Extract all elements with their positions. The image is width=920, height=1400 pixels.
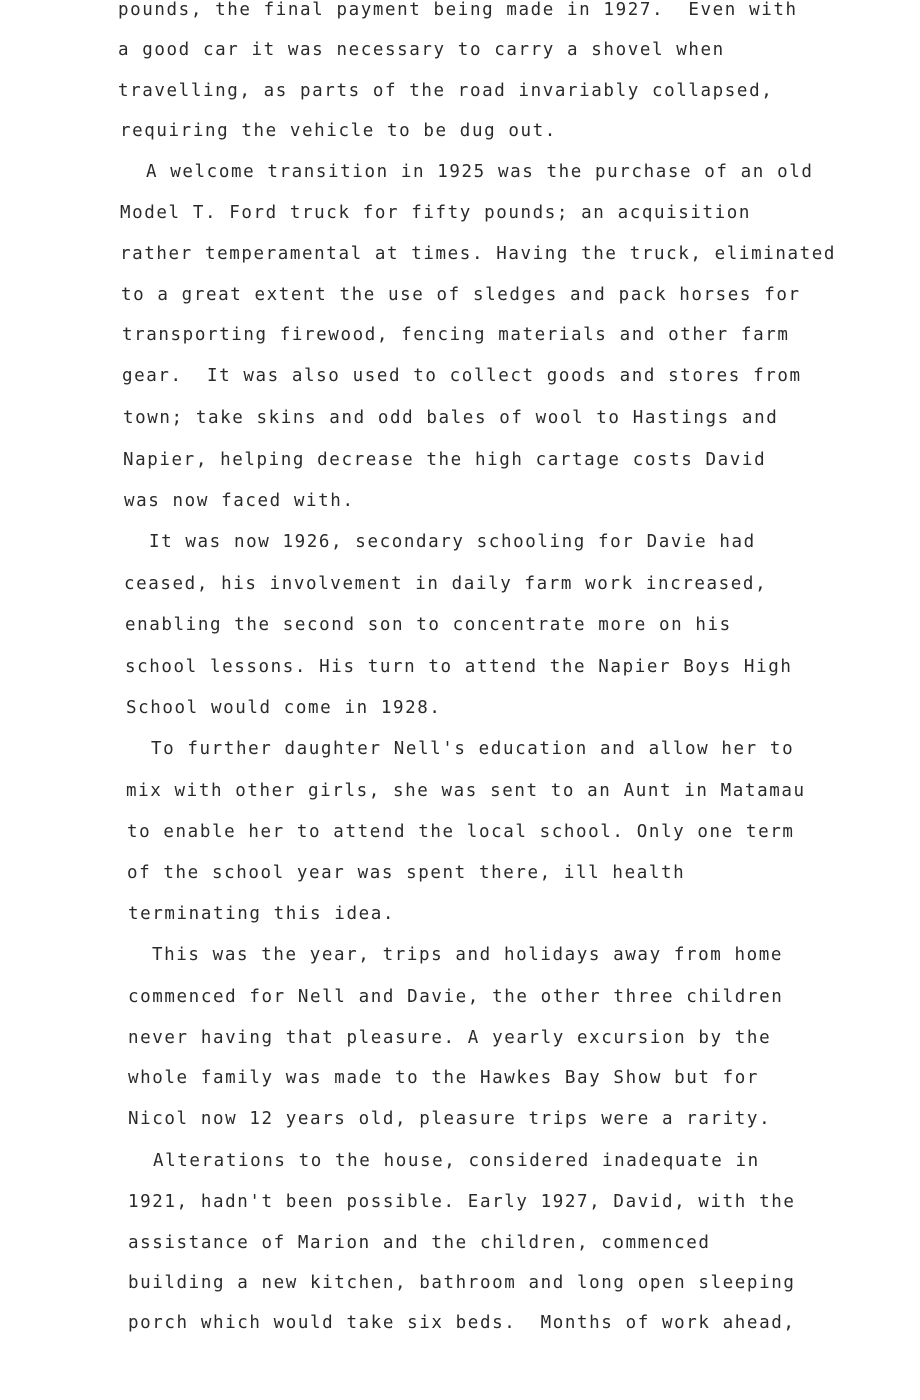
text-line: ceased, his involvement in daily farm work increased, [124,574,768,594]
text-line: to enable her to attend the local school. Only one term [127,822,795,842]
text-line: gear. It was also used to collect goods and stores from [122,366,802,386]
text-line: never having that pleasure. A yearly excursion by the [128,1028,772,1048]
text-line: Nicol now 12 years old, pleasure trips were a rarity. [128,1109,772,1129]
text-line: to a great extent the use of sledges and pack horses for [121,285,801,305]
text-line: School would come in 1928. [126,698,442,718]
text-line: of the school year was spent there, ill health [127,863,686,883]
text-line: was now faced with. [124,491,355,511]
text-line: 1921, hadn't been possible. Early 1927, David, with the [128,1192,796,1212]
text-line: This was the year, trips and holidays away from home [152,945,784,965]
text-line: mix with other girls, she was sent to an Aunt in Matamau [126,781,806,801]
text-line: building a new kitchen, bathroom and long open sleeping [128,1273,796,1293]
text-line: terminating this idea. [128,904,395,924]
text-line: school lessons. His turn to attend the Napier Boys High [125,657,793,677]
text-line: commenced for Nell and Davie, the other three children [128,987,784,1007]
text-line: transporting firewood, fencing materials and other farm [122,325,790,345]
text-line: A welcome transition in 1925 was the purchase of an old [146,162,814,182]
text-line: To further daughter Nell's education and allow her to [151,739,795,759]
text-line: assistance of Marion and the children, commenced [128,1233,711,1253]
text-line: town; take skins and odd bales of wool to Hastings and [123,408,779,428]
text-line: It was now 1926, secondary schooling for Davie had [149,532,756,552]
text-line: Model T. Ford truck for fifty pounds; an acquisition [120,203,752,223]
text-line: a good car it was necessary to carry a shovel when [118,40,725,60]
text-line: pounds, the final payment being made in 1927. Even with [118,0,798,20]
text-line: Napier, helping decrease the high cartage costs David [123,450,767,470]
text-line: requiring the vehicle to be dug out. [120,121,557,141]
text-line: travelling, as parts of the road invariably collapsed, [118,81,774,101]
text-line: Alterations to the house, considered inadequate in [153,1151,760,1171]
text-line: whole family was made to the Hawkes Bay Show but for [128,1068,760,1088]
text-line: rather temperamental at times. Having the truck, eliminated [120,244,837,264]
text-line: porch which would take six beds. Months of work ahead, [128,1313,796,1333]
text-line: enabling the second son to concentrate more on his [125,615,732,635]
